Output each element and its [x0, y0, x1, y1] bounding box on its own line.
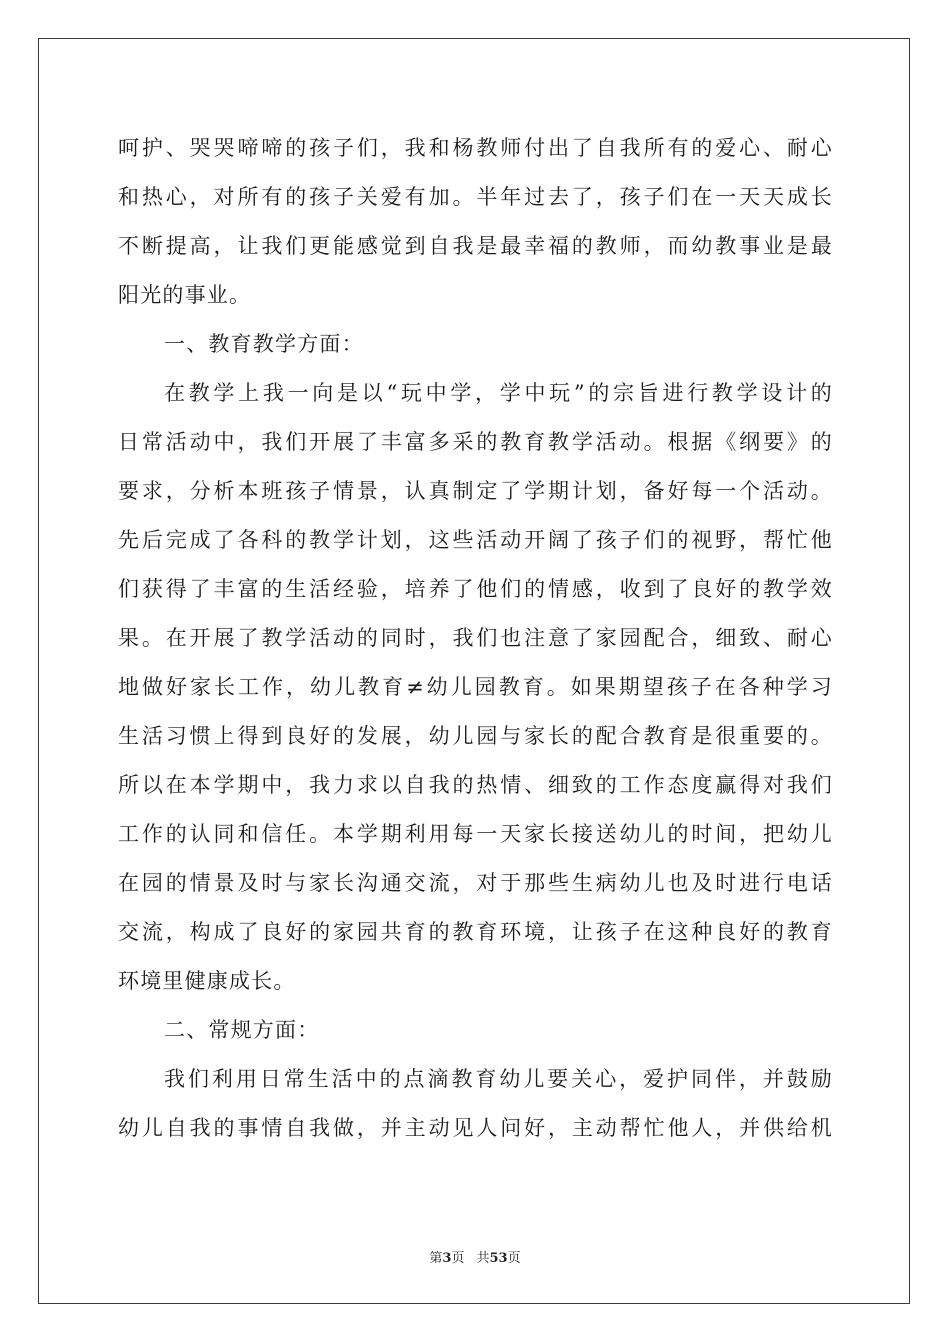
text-line: 果。在开展了教学活动的同时，我们也注意了家园配合，细致、耐心 — [118, 626, 833, 650]
current-page-number: 3 — [442, 1251, 452, 1266]
text-line: 们获得了丰富的生活经验，培养了他们的情感，收到了良好的教学效 — [118, 577, 833, 601]
document-body — [118, 124, 833, 1153]
footer-total-prefix: 共 — [476, 1251, 490, 1266]
footer-total-unit: 页 — [507, 1251, 521, 1266]
text-line: 一、教育教学方面： — [164, 332, 364, 356]
text-line: 和热心，对所有的孩子关爱有加。半年过去了，孩子们在一天天成长 — [118, 185, 833, 209]
text-line: 交流，构成了良好的家园共育的教育环境，让孩子在这种良好的教育 — [118, 920, 833, 944]
text-line: 先后完成了各科的教学计划，这些活动开阔了孩子们的视野，帮忙他 — [118, 528, 833, 552]
text-line: 不断提高，让我们更能感觉到自我是最幸福的教师，而幼教事业是最 — [118, 234, 833, 258]
text-line: 呵护、哭哭啼啼的孩子们，我和杨教师付出了自我所有的爱心、耐心 — [118, 136, 833, 160]
text-line: 阳光的事业。 — [118, 283, 252, 307]
text-line: 日常活动中，我们开展了丰富多采的教育教学活动。根据《纲要》的 — [118, 430, 833, 454]
text-line: 工作的认同和信任。本学期利用每一天家长接送幼儿的时间，把幼儿 — [118, 822, 833, 846]
text-line: 地做好家长工作，幼儿教育≠幼儿园教育。如果期望孩子在各种学习 — [118, 675, 833, 699]
text-line: 环境里健康成长。 — [118, 969, 296, 993]
text-line: 我们利用日常生活中的点滴教育幼儿要关心，爱护同伴，并鼓励 — [164, 1067, 833, 1091]
footer-prefix: 第 — [429, 1251, 443, 1266]
text-line: 幼儿自我的事情自我做，并主动见人问好，主动帮忙他人，并供给机 — [118, 1116, 833, 1140]
text-line: 在园的情景及时与家长沟通交流，对于那些生病幼儿也及时进行电话 — [118, 871, 833, 895]
footer-page-unit: 页 — [451, 1251, 465, 1266]
text-line: 生活习惯上得到良好的发展，幼儿园与家长的配合教育是很重要的。 — [118, 724, 833, 748]
text-line: 在教学上我一向是以“玩中学，学中玩”的宗旨进行教学设计的 — [164, 381, 833, 405]
page-footer — [0, 1247, 950, 1266]
total-pages-number: 53 — [489, 1251, 508, 1266]
text-line: 所以在本学期中，我力求以自我的热情、细致的工作态度赢得对我们 — [118, 773, 833, 797]
text-line: 要求，分析本班孩子情景，认真制定了学期计划，备好每一个活动。 — [118, 479, 833, 503]
text-line: 二、常规方面： — [164, 1018, 320, 1042]
